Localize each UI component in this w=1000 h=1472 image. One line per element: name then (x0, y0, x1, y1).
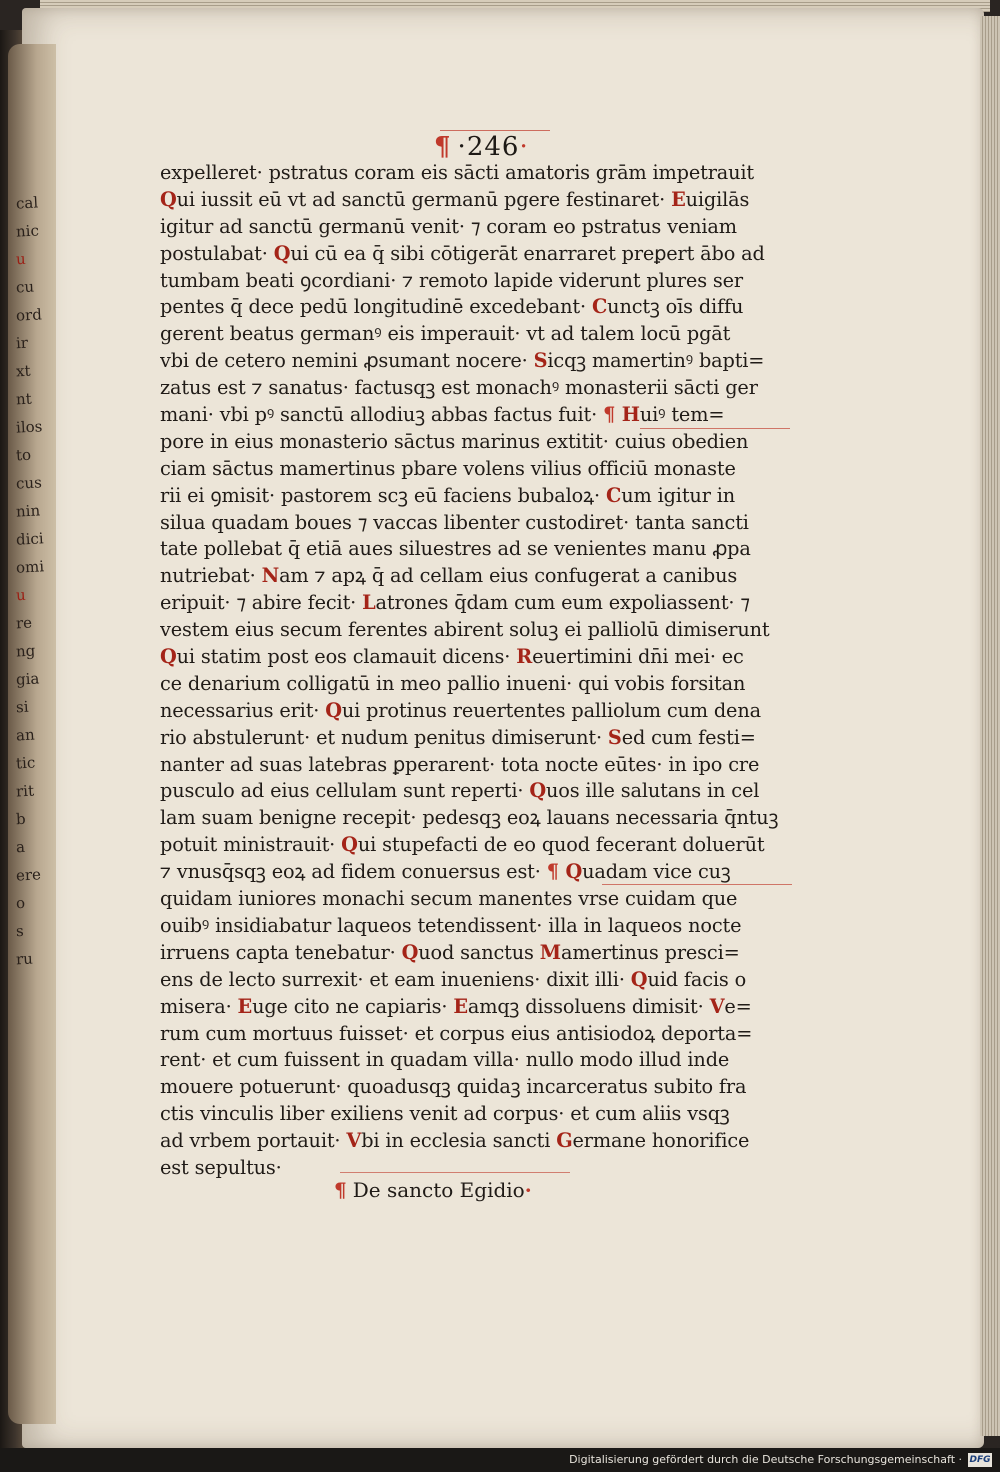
folio-rule (440, 130, 550, 131)
rubric-rule (602, 884, 792, 885)
text-run: postulabat· (160, 241, 274, 265)
text-run: uadam vice cuꝫ (582, 860, 731, 884)
text-run: rii ei ꝯmisit· pastorem scꝫ eū faciens bubaloꝝ· (160, 483, 607, 507)
left-page-text-fragment: cal (15, 193, 39, 213)
text-run: nutriebat· (160, 564, 262, 588)
rubricated-initial: Q (630, 967, 648, 991)
left-page-text-fragment: nic (15, 221, 40, 241)
rubricated-initial: R (516, 645, 533, 669)
text-run: igitur ad sanctū germanū venit· ⁊ coram eo pstratus veniam (160, 214, 737, 238)
text-line (160, 483, 796, 510)
rubricated-initial: Q (273, 241, 291, 265)
page-stack-edge (980, 16, 1000, 1436)
left-page-text-fragment: cu (15, 277, 35, 297)
footer-credit: Digitalisierung gefördert durch die Deutsche Forschungsgemeinschaft · (569, 1453, 962, 1466)
text-run: silua quadam boues ⁊ vaccas libenter custodiret· tanta sancti (160, 510, 749, 534)
text-line (160, 375, 796, 402)
rubricated-initial: S (533, 349, 548, 373)
text-line (160, 563, 796, 590)
text-run: expelleret· pstratus coram eis sācti amatoris grām impetrauit (160, 161, 755, 184)
text-line (160, 590, 796, 617)
text-line (160, 1101, 796, 1128)
left-page-text-fragment: u (15, 585, 27, 605)
text-run: quidam iuniores monachi secum manentes vrse cuidam que (160, 887, 738, 911)
folio-suffix: · (519, 132, 529, 162)
text-run: ermane honorifice (572, 1129, 750, 1153)
paragraph-mark: ¶ (546, 860, 566, 884)
left-page-text-fragment: ng (15, 641, 36, 661)
text-run: amqꝫ dissoluens dimisit· (467, 994, 710, 1018)
rubricated-initial: E (237, 994, 253, 1018)
text-run: misera· (160, 994, 238, 1018)
rubricated-initial: G (556, 1129, 573, 1153)
heading-paragraph-mark: ¶ (334, 1178, 347, 1202)
text-line (160, 510, 796, 537)
text-line (160, 536, 796, 563)
text-run: mouere potuerunt· quoadusqꝫ quidaꝫ incarceratus subito fra (160, 1075, 747, 1099)
text-line (160, 160, 796, 187)
chapter-heading (334, 1178, 532, 1202)
text-run: tumbam beati ꝯcordiani· ⁊ remoto lapide viderunt plures ser (160, 268, 743, 292)
rubricated-initial: Q (401, 940, 419, 964)
text-run: ui stupefacti de eo quod fecerant doluerūt (357, 833, 765, 857)
text-line (160, 886, 796, 913)
text-line (160, 241, 796, 268)
text-run: rent· et cum fuissent in quadam villa· nullo modo illud inde (160, 1048, 730, 1072)
text-run: euertimini dn̄i mei· ec (532, 645, 744, 669)
rubricated-initial: Q (325, 698, 342, 722)
left-page-text-fragment: si (15, 697, 29, 717)
text-run: irruens capta tenebatur· (160, 940, 402, 964)
rubricated-initial: Q (160, 645, 177, 669)
text-run: lam suam benigne recepit· pedesqꝫ eoꝝ lauans necessaria q̄ntuꝫ (160, 806, 779, 830)
text-run: uos ille salutans in cel (545, 779, 760, 803)
text-line (160, 832, 796, 859)
left-page-text-fragment: gia (15, 669, 40, 689)
text-line (160, 725, 796, 752)
text-run: am ⁊ apꝝ q̄ ad cellam eius confugerat a canibus (279, 564, 738, 588)
rubricated-initial: Q (529, 779, 546, 803)
text-run: ad vrbem portauit· (160, 1129, 347, 1153)
text-run: ens de lecto surrexit· et eam inueniens· dixit illi· (160, 967, 631, 991)
heading-rule (340, 1172, 570, 1173)
left-page-text-fragment: b (15, 809, 27, 829)
left-page-text-fragment: u (15, 249, 27, 269)
rubricated-initial: M (539, 940, 561, 964)
left-page-text-fragment: o (15, 893, 26, 913)
left-page-text-fragment: xt (15, 361, 31, 381)
text-run: icqꝫ mamertinꝰ bapti= (547, 349, 765, 373)
folio-dot: · (457, 132, 467, 162)
text-run: pusculo ad eius cellulam sunt reperti· (160, 779, 530, 803)
text-line (160, 1128, 796, 1155)
text-line (160, 456, 796, 483)
text-run: potuit ministrauit· (160, 833, 342, 857)
text-line (160, 1021, 796, 1048)
left-page-text-fragment: s (15, 921, 25, 941)
rubricated-initial: V (346, 1129, 362, 1153)
text-line (160, 268, 796, 295)
text-run: vbi de cetero nemini ꝓsumant nocere· (160, 349, 534, 373)
text-line (160, 429, 796, 456)
text-run: vestem eius secum ferentes abirent soluꝫ ei palliolū dimiserunt (160, 618, 770, 642)
heading-text: De sancto Egidio (352, 1178, 525, 1202)
text-run: unctꝫ oīs diffu (607, 295, 744, 319)
text-line (160, 805, 796, 832)
rubricated-initial: E (671, 187, 686, 211)
text-run: ui iussit eū vt ad sanctū germanū pgere festinaret· (176, 187, 672, 211)
text-line (160, 1074, 796, 1101)
text-run: ui cū ea q̄ sibi cōtigerāt enarraret preꝑert ābo ad (290, 241, 765, 265)
rubricated-initial: N (261, 564, 280, 588)
left-page-text-fragment: re (15, 613, 33, 633)
text-run: ciam sāctus mamertinus pbare volens vilius officiū monaste (160, 456, 736, 480)
rubricated-initial: Q (160, 187, 177, 211)
text-line (160, 698, 796, 725)
text-run: pentes q̄ dece pedū longitudinē excedebant· (160, 295, 592, 319)
main-text-block (160, 160, 796, 1182)
text-line (160, 671, 796, 698)
text-run: pore in eius monasterio sāctus marinus extitit· cuius obedien (160, 429, 749, 453)
rubricated-initial: H (621, 403, 640, 427)
rubricated-initial: C (606, 483, 622, 507)
text-line (160, 859, 796, 886)
rubricated-initial: E (453, 994, 468, 1018)
folio-text: 246 (466, 132, 520, 162)
text-run: ouibꝰ insidiabatur laqueos tetendissent· illa in laqueos nocte (160, 913, 742, 937)
text-run: tate pollebat q̄ etiā aues siluestres ad se venientes manu ꝓpa (160, 537, 751, 561)
dfg-logo-icon: DFG (969, 1455, 991, 1465)
rubricated-initial: C (591, 295, 608, 319)
text-run: ⁊ vnusq̄sqꝫ eoꝝ ad fidem conuersus est· (160, 860, 547, 884)
text-line (160, 348, 796, 375)
digitization-footer (0, 1448, 1000, 1472)
text-run: ui statim post eos clamauit dicens· (176, 645, 517, 669)
text-run: rum cum mortuus fuisset· et corpus eius antisiodoꝝ deporta= (160, 1021, 753, 1045)
text-line (160, 752, 796, 779)
rubricated-initial: Q (565, 860, 583, 884)
text-run: ce denarium colligatū in meo pallio inueni· qui vobis forsitan (160, 671, 746, 695)
rubricated-initial: S (607, 725, 622, 749)
left-page-text-fragment: tic (15, 753, 36, 773)
left-page-text-fragment: omi (15, 557, 45, 577)
text-run: um igitur in (621, 483, 736, 507)
text-line (160, 402, 796, 429)
paragraph-mark: ¶ (434, 132, 452, 162)
left-page-text-fragment: ere (15, 865, 42, 885)
text-line (160, 913, 796, 940)
text-run: atrones q̄dam cum eum expoliassent· ⁊ (375, 591, 750, 615)
left-page-text-fragment: rit (15, 781, 35, 801)
left-page-fragment (8, 44, 56, 1424)
text-run: necessarius erit· (160, 698, 326, 722)
text-run: rio abstulerunt· et nudum penitus dimiserunt· (160, 725, 608, 749)
text-run: mani· vbi pꝰ sanctū allodiuꝫ abbas factus fuit· (160, 403, 604, 427)
left-page-text-fragment: ru (15, 949, 34, 969)
text-run: uid facis o (647, 967, 747, 991)
text-run: eripuit· ⁊ abire fecit· (160, 591, 363, 615)
text-line (160, 1047, 796, 1074)
text-run: ui protinus reuertentes palliolum cum dena (341, 698, 761, 722)
text-line (160, 294, 796, 321)
text-line (160, 617, 796, 644)
text-line (160, 187, 796, 214)
left-page-text-fragment: nin (15, 501, 41, 521)
text-run: bi in ecclesia sancti (361, 1129, 557, 1153)
text-run: uiꝰ tem= (639, 403, 725, 427)
left-page-text-fragment: an (15, 725, 36, 745)
left-page-text-fragment: to (15, 445, 32, 465)
text-line (160, 778, 796, 805)
left-page-text-fragment: dici (15, 529, 45, 549)
left-page-text-fragment: ord (15, 305, 43, 325)
paragraph-mark: ¶ (603, 403, 622, 427)
text-line (160, 644, 796, 671)
rubricated-initial: L (362, 591, 376, 615)
text-run: amertinus presci= (560, 940, 740, 964)
text-run: uod sanctus (418, 940, 540, 964)
text-run: uigilās (685, 187, 750, 211)
left-page-text-fragment: ir (15, 333, 29, 353)
rubricated-initial: Q (341, 833, 358, 857)
text-run: est sepultus· (160, 1155, 282, 1179)
left-page-text-fragment: cus (15, 473, 43, 493)
left-page-text-fragment: a (15, 837, 26, 857)
rubric-rule (640, 428, 790, 429)
left-page-text-fragment: nt (15, 389, 33, 409)
text-run: nanter ad suas latebras ꝑperarent· tota nocte eūtes· in ipo cre (160, 752, 760, 776)
text-run: gerent beatus germanꝰ eis imperauit· vt ad talem locū pgāt (160, 322, 731, 346)
text-line (160, 214, 796, 241)
heading-end-mark: · (524, 1178, 532, 1202)
text-line (160, 994, 796, 1021)
text-run: ctis vinculis liber exiliens venit ad corpus· et cum aliis vsqꝫ (160, 1102, 730, 1126)
rubricated-initial: V (709, 994, 725, 1018)
text-line (160, 321, 796, 348)
text-run: ed cum festi= (621, 725, 756, 749)
text-line (160, 940, 796, 967)
text-run: uge cito ne capiaris· (252, 994, 454, 1018)
left-page-text-fragment: ilos (15, 417, 43, 437)
text-run: e= (724, 994, 752, 1018)
text-line (160, 967, 796, 994)
text-run: zatus est ⁊ sanatus· factusqꝫ est monachꝰ monasterii sācti ger (160, 376, 758, 400)
